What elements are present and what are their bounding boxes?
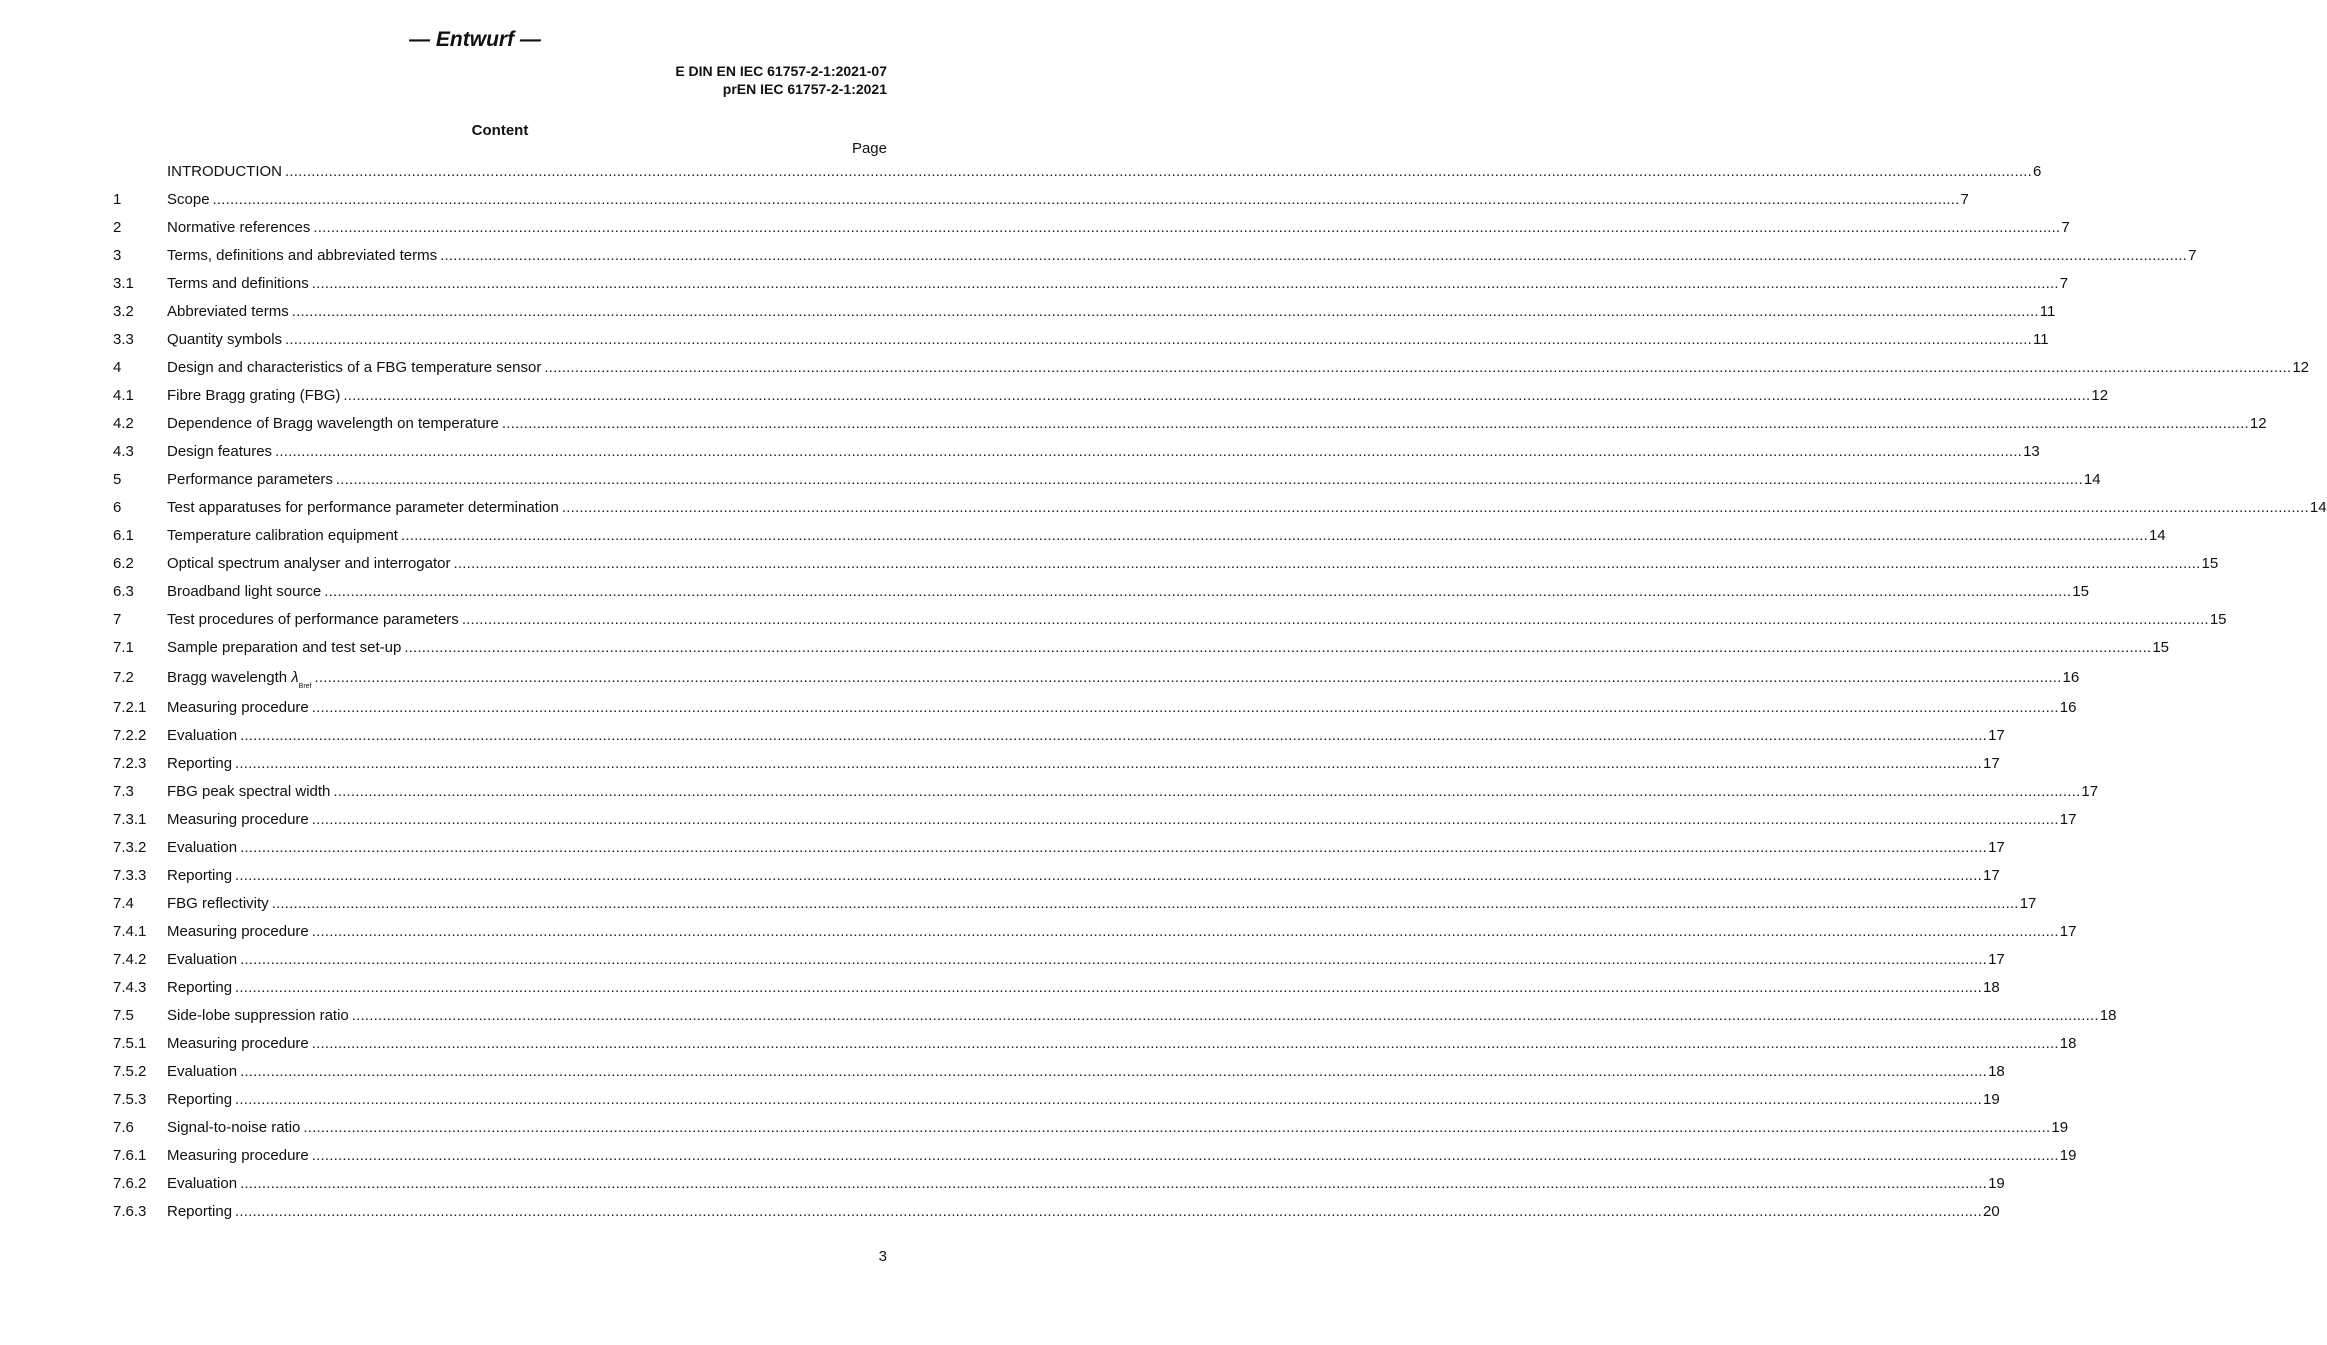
toc-dot-leader: ................................................................................................................................................................................................................................................................................................................................................................................................................ bbox=[240, 839, 1988, 856]
toc-entry-number: 4.3 bbox=[113, 443, 134, 460]
toc-entry-page: 14 bbox=[2148, 527, 2166, 544]
toc-entry[interactable] bbox=[113, 662, 2080, 694]
toc-entry-page: 11 bbox=[2039, 303, 2056, 320]
toc-entry-page: 15 bbox=[2209, 611, 2227, 628]
toc-entry-title: Reporting bbox=[167, 867, 233, 884]
lambda-symbol: λ bbox=[291, 669, 299, 686]
toc-entry-number: 7.4.3 bbox=[113, 979, 147, 996]
toc-page-column-label: Page bbox=[851, 140, 887, 157]
toc-entry-title: Measuring procedure bbox=[167, 1035, 309, 1052]
toc-entry[interactable] bbox=[113, 834, 2005, 862]
toc-entry[interactable] bbox=[113, 494, 2327, 522]
toc-entry[interactable] bbox=[113, 214, 2070, 242]
toc-dot-leader: ................................................................................................................................................................................................................................................................................................................................................................................................................ bbox=[235, 755, 1983, 772]
toc-dot-leader: ................................................................................................................................................................................................................................................................................................................................................................................................................ bbox=[314, 669, 2062, 686]
toc-entry-number: 3.2 bbox=[113, 303, 134, 320]
toc-entry[interactable] bbox=[113, 438, 2040, 466]
toc-entry-page: 17 bbox=[1988, 839, 2005, 856]
toc-entry-number: 7.6 bbox=[113, 1119, 134, 1136]
toc-dot-leader: ................................................................................................................................................................................................................................................................................................................................................................................................................ bbox=[311, 275, 2059, 292]
toc-entry-page: 17 bbox=[1988, 727, 2005, 744]
toc-entry-page: 18 bbox=[2059, 1035, 2077, 1052]
toc-dot-leader: ................................................................................................................................................................................................................................................................................................................................................................................................................ bbox=[343, 387, 2091, 404]
toc-entry-title: Reporting bbox=[167, 755, 233, 772]
toc-dot-leader: ................................................................................................................................................................................................................................................................................................................................................................................................................ bbox=[212, 191, 1960, 208]
toc-dot-leader: ................................................................................................................................................................................................................................................................................................................................................................................................................ bbox=[291, 303, 2039, 320]
toc-entry-page: 17 bbox=[2059, 923, 2077, 940]
toc-entry-number: 7.2.1 bbox=[113, 699, 147, 716]
toc-entry-title: FBG reflectivity bbox=[167, 895, 269, 912]
toc-entry-page: 16 bbox=[2062, 669, 2080, 686]
toc-entry-page: 16 bbox=[2059, 699, 2077, 716]
toc-entry-title: Measuring procedure bbox=[167, 811, 309, 828]
page-number: 3 bbox=[878, 1248, 887, 1265]
toc-dot-leader: ................................................................................................................................................................................................................................................................................................................................................................................................................ bbox=[303, 1119, 2051, 1136]
toc-entry-title: Evaluation bbox=[167, 1175, 238, 1192]
toc-entry-number: 7.6.1 bbox=[113, 1147, 147, 1164]
toc-entry-number: 6.1 bbox=[113, 527, 134, 544]
toc-entry-page: 18 bbox=[2099, 1007, 2117, 1024]
toc-entry[interactable] bbox=[113, 354, 2310, 382]
toc-entry-number: 7.3.1 bbox=[113, 811, 147, 828]
toc-entry-page: 12 bbox=[2091, 387, 2109, 404]
toc-entry-page: 6 bbox=[2033, 163, 2042, 180]
toc-dot-leader: ................................................................................................................................................................................................................................................................................................................................................................................................................ bbox=[351, 1007, 2099, 1024]
toc-entry[interactable] bbox=[113, 298, 2056, 326]
toc-entry-title: Abbreviated terms bbox=[167, 303, 289, 320]
toc-entry-title: INTRODUCTION bbox=[167, 163, 282, 180]
toc-entry-page: 19 bbox=[1988, 1175, 2005, 1192]
toc-entry-number: 3.1 bbox=[113, 275, 134, 292]
toc-entry-page: 17 bbox=[2019, 895, 2037, 912]
toc-entry[interactable] bbox=[113, 1058, 2005, 1086]
toc-entry[interactable] bbox=[113, 1198, 2000, 1226]
toc-entry-title: Bragg wavelength $\lambda_{Bref}$ bbox=[167, 669, 312, 690]
toc-entry[interactable] bbox=[113, 1114, 2069, 1142]
toc-entry-title: Design and characteristics of a FBG temperature sensor bbox=[167, 359, 542, 376]
toc-dot-leader: ................................................................................................................................................................................................................................................................................................................................................................................................................ bbox=[285, 331, 2033, 348]
toc-entry[interactable] bbox=[113, 694, 2077, 722]
toc-entry-page: 17 bbox=[1983, 867, 2000, 884]
toc-entry[interactable] bbox=[113, 634, 2169, 662]
toc-entry-page: 7 bbox=[2188, 247, 2197, 264]
toc-entry-page: 18 bbox=[1983, 979, 2000, 996]
toc-entry[interactable] bbox=[113, 890, 2037, 918]
toc-entry[interactable] bbox=[113, 1142, 2077, 1170]
toc-entry[interactable] bbox=[113, 1086, 2000, 1114]
toc-entry[interactable] bbox=[113, 606, 2227, 634]
toc-entry-title: Temperature calibration equipment bbox=[167, 527, 398, 544]
toc-entry[interactable] bbox=[113, 466, 2101, 494]
toc-dot-leader: ................................................................................................................................................................................................................................................................................................................................................................................................................ bbox=[240, 1175, 1988, 1192]
toc-entry[interactable] bbox=[113, 158, 2042, 186]
toc-entry-page: 11 bbox=[2033, 331, 2049, 348]
toc-dot-leader: ................................................................................................................................................................................................................................................................................................................................................................................................................ bbox=[235, 1203, 1983, 1220]
toc-entry-page: 7 bbox=[1960, 191, 1969, 208]
toc-entry-number: 7.3 bbox=[113, 783, 134, 800]
toc-entry-title: Performance parameters bbox=[167, 471, 333, 488]
toc-entry-number: 7.2.3 bbox=[113, 755, 147, 772]
toc-entry-page: 14 bbox=[2083, 471, 2101, 488]
toc-entry[interactable] bbox=[113, 522, 2166, 550]
toc-dot-leader: ................................................................................................................................................................................................................................................................................................................................................................................................................ bbox=[324, 583, 2072, 600]
toc-dot-leader: ................................................................................................................................................................................................................................................................................................................................................................................................................ bbox=[271, 895, 2019, 912]
toc-entry-number: 7.4 bbox=[113, 895, 134, 912]
toc-entry-page: 17 bbox=[2081, 783, 2099, 800]
toc-dot-leader: ................................................................................................................................................................................................................................................................................................................................................................................................................ bbox=[501, 415, 2249, 432]
toc-entry-title: Evaluation bbox=[167, 727, 238, 744]
toc-entry[interactable] bbox=[113, 918, 2077, 946]
toc-entry-number: 7.5 bbox=[113, 1007, 134, 1024]
document-id-secondary: prEN IEC 61757-2-1:2021 bbox=[722, 81, 887, 97]
toc-entry[interactable] bbox=[113, 1030, 2077, 1058]
toc-entry-title: Optical spectrum analyser and interrogator bbox=[167, 555, 451, 572]
toc-entry-number: 3.3 bbox=[113, 331, 134, 348]
toc-dot-leader: ................................................................................................................................................................................................................................................................................................................................................................................................................ bbox=[333, 783, 2081, 800]
toc-entry-title: Sample preparation and test set-up bbox=[167, 639, 402, 656]
toc-dot-leader: ................................................................................................................................................................................................................................................................................................................................................................................................................ bbox=[235, 867, 1983, 884]
toc-entry-page: 17 bbox=[1988, 951, 2005, 968]
toc-entry-page: 12 bbox=[2249, 415, 2267, 432]
toc-entry-title: Scope bbox=[167, 191, 210, 208]
toc-dot-leader: ................................................................................................................................................................................................................................................................................................................................................................................................................ bbox=[240, 951, 1988, 968]
toc-entry-title: Measuring procedure bbox=[167, 699, 309, 716]
toc-entry[interactable] bbox=[113, 326, 2049, 354]
toc-entry-page: 19 bbox=[1983, 1091, 2000, 1108]
toc-dot-leader: ................................................................................................................................................................................................................................................................................................................................................................................................................ bbox=[240, 1063, 1988, 1080]
toc-entry-title: Reporting bbox=[167, 979, 233, 996]
toc-heading: Content bbox=[471, 122, 529, 139]
toc-entry-title: Test apparatuses for performance parameter determination bbox=[167, 499, 559, 516]
toc-entry-title: Terms, definitions and abbreviated terms bbox=[167, 247, 438, 264]
toc-entry[interactable] bbox=[113, 722, 2005, 750]
toc-dot-leader: ................................................................................................................................................................................................................................................................................................................................................................................................................ bbox=[240, 727, 1988, 744]
toc-entry-title: Side-lobe suppression ratio bbox=[167, 1007, 349, 1024]
toc-entry-page: 7 bbox=[2061, 219, 2070, 236]
toc-entry-number: 6.2 bbox=[113, 555, 134, 572]
toc-entry-title: Normative references bbox=[167, 219, 311, 236]
toc-entry[interactable] bbox=[113, 242, 2197, 270]
toc-entry-number: 7.3.2 bbox=[113, 839, 147, 856]
toc-entry[interactable] bbox=[113, 410, 2267, 438]
toc-dot-leader: ................................................................................................................................................................................................................................................................................................................................................................................................................ bbox=[440, 247, 2188, 264]
toc-entry-page: 15 bbox=[2072, 583, 2089, 600]
toc-dot-leader: ................................................................................................................................................................................................................................................................................................................................................................................................................ bbox=[544, 359, 2292, 376]
document-id-primary: E DIN EN IEC 61757-2-1:2021-07 bbox=[675, 63, 887, 79]
toc-entry-title: Fibre Bragg grating (FBG) bbox=[167, 387, 341, 404]
toc-entry[interactable] bbox=[113, 550, 2219, 578]
toc-entry-title: Reporting bbox=[167, 1203, 233, 1220]
toc-entry-number: 7.3.3 bbox=[113, 867, 147, 884]
toc-entry-number: 6.3 bbox=[113, 583, 134, 600]
toc-entry-number: 7.4.2 bbox=[113, 951, 147, 968]
toc-entry-number: 7.5.2 bbox=[113, 1063, 147, 1080]
toc-dot-leader: ................................................................................................................................................................................................................................................................................................................................................................................................................ bbox=[311, 1147, 2059, 1164]
toc-entry-page: 13 bbox=[2023, 443, 2040, 460]
toc-entry-title: Evaluation bbox=[167, 1063, 238, 1080]
toc-entry[interactable] bbox=[113, 806, 2077, 834]
toc-dot-leader: ................................................................................................................................................................................................................................................................................................................................................................................................................ bbox=[235, 1091, 1983, 1108]
toc-entry-number: 7.2.2 bbox=[113, 727, 147, 744]
toc-entry[interactable] bbox=[113, 778, 2099, 806]
toc-entry-title: Terms and definitions bbox=[167, 275, 309, 292]
toc-entry-title: Quantity symbols bbox=[167, 331, 283, 348]
toc-dot-leader: ................................................................................................................................................................................................................................................................................................................................................................................................................ bbox=[275, 443, 2023, 460]
toc-entry-number: 7.1 bbox=[113, 639, 134, 656]
toc-dot-leader: ................................................................................................................................................................................................................................................................................................................................................................................................................ bbox=[461, 611, 2209, 628]
toc-entry-number: 7 bbox=[113, 611, 122, 628]
toc-entry-number: 7.6.3 bbox=[113, 1203, 147, 1220]
toc-dot-leader: ................................................................................................................................................................................................................................................................................................................................................................................................................ bbox=[400, 527, 2148, 544]
toc-entry-title: Dependence of Bragg wavelength on temperature bbox=[167, 415, 499, 432]
toc-entry-number: 7.6.2 bbox=[113, 1175, 147, 1192]
toc-dot-leader: ................................................................................................................................................................................................................................................................................................................................................................................................................ bbox=[285, 163, 2032, 180]
toc-dot-leader: ................................................................................................................................................................................................................................................................................................................................................................................................................ bbox=[404, 639, 2152, 656]
toc-entry[interactable] bbox=[113, 946, 2005, 974]
toc-entry-title: Measuring procedure bbox=[167, 923, 309, 940]
toc-entry-title: FBG peak spectral width bbox=[167, 783, 331, 800]
toc-dot-leader: ................................................................................................................................................................................................................................................................................................................................................................................................................ bbox=[453, 555, 2201, 572]
toc-entry-title: Test procedures of performance parameters bbox=[167, 611, 459, 628]
toc-entry-number: 7.5.1 bbox=[113, 1035, 147, 1052]
toc-entry-title: Measuring procedure bbox=[167, 1147, 309, 1164]
toc-dot-leader: ................................................................................................................................................................................................................................................................................................................................................................................................................ bbox=[335, 471, 2083, 488]
toc-entry-page: 20 bbox=[1983, 1203, 2000, 1220]
toc-dot-leader: ................................................................................................................................................................................................................................................................................................................................................................................................................ bbox=[561, 499, 2309, 516]
toc-entry-page: 15 bbox=[2152, 639, 2169, 656]
toc-entry[interactable] bbox=[113, 974, 2000, 1002]
toc-entry-number: 3 bbox=[113, 247, 122, 264]
toc-entry[interactable] bbox=[113, 750, 2000, 778]
toc-entry-number: 1 bbox=[113, 191, 122, 208]
toc-entry-page: 7 bbox=[2059, 275, 2069, 292]
toc-entry[interactable] bbox=[113, 862, 2000, 890]
toc-entry-page: 17 bbox=[2059, 811, 2077, 828]
draft-title: — Entwurf — bbox=[409, 28, 541, 51]
toc-entry[interactable] bbox=[113, 1170, 2005, 1198]
toc-entry-page: 19 bbox=[2051, 1119, 2069, 1136]
toc-entry[interactable] bbox=[113, 578, 2089, 606]
toc-entry[interactable] bbox=[113, 382, 2109, 410]
toc-dot-leader: ................................................................................................................................................................................................................................................................................................................................................................................................................ bbox=[311, 699, 2059, 716]
toc-entry-title: Evaluation bbox=[167, 839, 238, 856]
toc-dot-leader: ................................................................................................................................................................................................................................................................................................................................................................................................................ bbox=[311, 923, 2059, 940]
toc-entry[interactable] bbox=[113, 186, 1969, 214]
toc-entry-page: 17 bbox=[1983, 755, 2000, 772]
toc-entry-number: 7.4.1 bbox=[113, 923, 147, 940]
toc-entry-number: 7.2 bbox=[113, 669, 134, 686]
toc-entry-page: 15 bbox=[2201, 555, 2219, 572]
toc-entry-title: Reporting bbox=[167, 1091, 233, 1108]
toc-entry-page: 12 bbox=[2292, 359, 2310, 376]
toc-entry-number: 6 bbox=[113, 499, 122, 516]
toc-entry-page: 14 bbox=[2309, 499, 2327, 516]
toc-entry[interactable] bbox=[113, 270, 2069, 298]
toc-entry-page: 18 bbox=[1988, 1063, 2005, 1080]
table-of-contents bbox=[113, 158, 2327, 1226]
toc-entry-number: 5 bbox=[113, 471, 122, 488]
toc-entry-number: 4.2 bbox=[113, 415, 134, 432]
toc-entry-page: 19 bbox=[2059, 1147, 2077, 1164]
toc-dot-leader: ................................................................................................................................................................................................................................................................................................................................................................................................................ bbox=[311, 811, 2059, 828]
toc-entry-number: 7.5.3 bbox=[113, 1091, 147, 1108]
toc-entry-number: 2 bbox=[113, 219, 122, 236]
toc-entry-title: Design features bbox=[167, 443, 273, 460]
toc-entry[interactable] bbox=[113, 1002, 2117, 1030]
toc-entry-title: Signal-to-noise ratio bbox=[167, 1119, 301, 1136]
toc-dot-leader: ................................................................................................................................................................................................................................................................................................................................................................................................................ bbox=[313, 219, 2061, 236]
toc-entry-number: 4.1 bbox=[113, 387, 134, 404]
toc-dot-leader: ................................................................................................................................................................................................................................................................................................................................................................................................................ bbox=[311, 1035, 2059, 1052]
lambda-subscript: Bref bbox=[298, 683, 312, 690]
toc-entry-title: Evaluation bbox=[167, 951, 238, 968]
toc-entry-number: 4 bbox=[113, 359, 122, 376]
toc-dot-leader: ................................................................................................................................................................................................................................................................................................................................................................................................................ bbox=[235, 979, 1983, 996]
toc-entry-title: Broadband light source bbox=[167, 583, 322, 600]
